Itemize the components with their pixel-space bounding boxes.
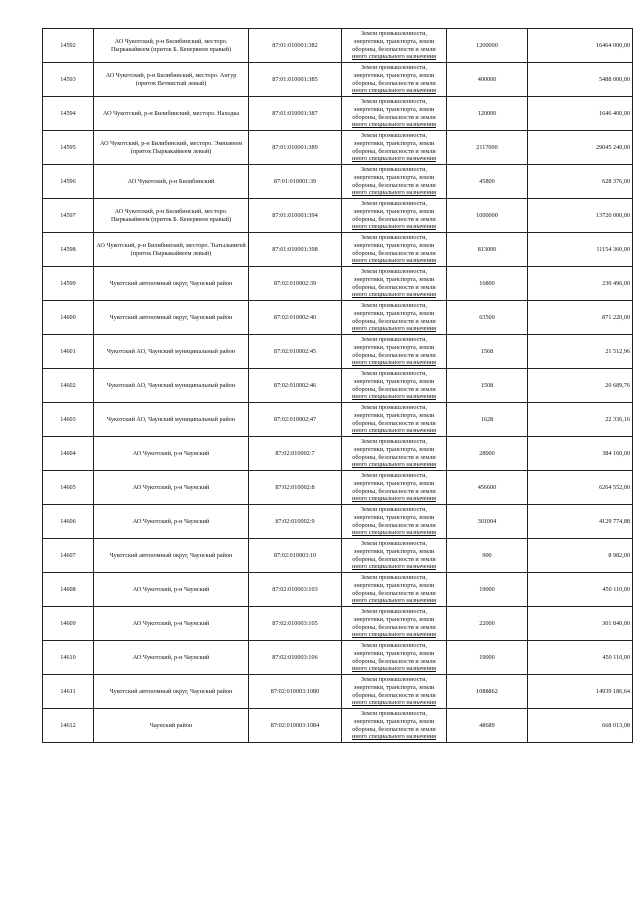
land-category-line: энергетики, транспорта, земли — [353, 717, 435, 725]
row-number-cell: 14603 — [43, 403, 94, 437]
address-cell: АО Чукотский, р-н Билибинский, месторо. Находка — [94, 97, 249, 131]
land-category-line: энергетики, транспорта, земли — [353, 411, 435, 419]
cadastral-number-cell: 87:02:010002:39 — [249, 267, 342, 301]
address-cell: АО Чукотский, р-н Чаунский — [94, 471, 249, 505]
row-number-cell: 14609 — [43, 607, 94, 641]
table-row — [43, 675, 633, 709]
land-category-line: обороны, безопасности и земли — [352, 691, 436, 699]
land-category-line: Земли промышленности, — [361, 403, 427, 411]
cadastral-value-cell: 4129 774,88 — [528, 505, 633, 539]
row-number-cell: 14601 — [43, 335, 94, 369]
cadastral-number-cell: 87:01:010001:385 — [249, 63, 342, 97]
table-row — [43, 437, 633, 471]
row-number-cell: 14610 — [43, 641, 94, 675]
land-category-line: Земли промышленности, — [361, 573, 427, 581]
cadastral-number-cell: 87:02:010003:103 — [249, 573, 342, 607]
land-category-cell — [342, 709, 447, 743]
area-cell: 45800 — [447, 165, 528, 199]
row-number-cell: 14605 — [43, 471, 94, 505]
row-number-cell: 14595 — [43, 131, 94, 165]
land-category-line: обороны, безопасности и земли — [352, 555, 436, 563]
cadastral-number-cell: 87:02:010002:40 — [249, 301, 342, 335]
land-category-line: иного специального назначения — [352, 495, 436, 503]
row-number-cell: 14606 — [43, 505, 94, 539]
cadastral-value-cell: 13720 000,00 — [528, 199, 633, 233]
land-category-line: Земли промышленности, — [361, 131, 427, 139]
row-number-cell: 14604 — [43, 437, 94, 471]
address-cell: АО Чукотский, р-н Билибинский, месторо. Пыркакайвеем (приток Б. Кенервеем правый) — [94, 199, 249, 233]
area-cell: 28000 — [447, 437, 528, 471]
address-cell: АО Чукотский, р-н Билибинский — [94, 165, 249, 199]
land-category-line: обороны, безопасности и земли — [352, 487, 436, 495]
area-cell: 400000 — [447, 63, 528, 97]
land-category-line: иного специального назначения — [352, 393, 436, 401]
land-category-line: иного специального назначения — [352, 359, 436, 367]
area-cell: 19000 — [447, 641, 528, 675]
land-category-line: иного специального назначения — [352, 325, 436, 333]
land-category-cell — [342, 199, 447, 233]
table-row — [43, 63, 633, 97]
land-category-line: энергетики, транспорта, земли — [353, 547, 435, 555]
address-cell: Чукотский АО, Чаунский муниципальный район — [94, 403, 249, 437]
land-category-line: иного специального назначения — [352, 665, 436, 673]
address-cell: Чукотский автономный округ, Чаунский район — [94, 301, 249, 335]
land-category-line: Земли промышленности, — [361, 165, 427, 173]
cadastral-value-cell: 668 013,08 — [528, 709, 633, 743]
land-category-line: обороны, безопасности и земли — [352, 215, 436, 223]
land-category-cell — [342, 29, 447, 63]
land-category-line: Земли промышленности, — [361, 233, 427, 241]
address-cell: АО Чукотский, р-н Чаунский — [94, 607, 249, 641]
land-category-line: иного специального назначения — [352, 427, 436, 435]
area-cell: 456600 — [447, 471, 528, 505]
area-cell: 22000 — [447, 607, 528, 641]
land-category-cell — [342, 539, 447, 573]
address-cell: Чукотский АО, Чаунский муниципальный район — [94, 335, 249, 369]
table-row — [43, 267, 633, 301]
land-category-cell — [342, 301, 447, 335]
area-cell: 301004 — [447, 505, 528, 539]
address-cell: АО Чукотский, р-н Чаунский — [94, 641, 249, 675]
address-cell: АО Чукотский, р-н Билибинский, месторо. Тытыльвигей (приток Пыркакайвеем левый) — [94, 233, 249, 267]
land-category-line: энергетики, транспорта, земли — [353, 275, 435, 283]
land-category-line: иного специального назначения — [352, 223, 436, 231]
area-cell: 63500 — [447, 301, 528, 335]
land-category-line: иного специального назначения — [352, 563, 436, 571]
land-category-line: иного специального назначения — [352, 257, 436, 265]
cadastral-number-cell: 87:02:010002:7 — [249, 437, 342, 471]
land-category-line: энергетики, транспорта, земли — [353, 649, 435, 657]
land-category-line: Земли промышленности, — [361, 437, 427, 445]
land-category-cell — [342, 63, 447, 97]
land-category-line: Земли промышленности, — [361, 63, 427, 71]
table-row — [43, 369, 633, 403]
land-category-line: энергетики, транспорта, земли — [353, 683, 435, 691]
land-category-line: иного специального назначения — [352, 53, 436, 61]
address-cell: АО Чукотский, р-н Чаунский — [94, 437, 249, 471]
row-number-cell: 14611 — [43, 675, 94, 709]
land-category-line: энергетики, транспорта, земли — [353, 343, 435, 351]
row-number-cell: 14594 — [43, 97, 94, 131]
land-category-line: энергетики, транспорта, земли — [353, 207, 435, 215]
cadastral-number-cell: 87:01:010001:39 — [249, 165, 342, 199]
address-cell: АО Чукотский, р-н Билибинский, месторо. Ангур (приток Ветвистый левый) — [94, 63, 249, 97]
table-row — [43, 709, 633, 743]
land-category-line: иного специального назначения — [352, 699, 436, 707]
table-row — [43, 301, 633, 335]
land-category-line: обороны, безопасности и земли — [352, 385, 436, 393]
table-row — [43, 97, 633, 131]
land-category-line: энергетики, транспорта, земли — [353, 241, 435, 249]
land-category-line: иного специального назначения — [352, 631, 436, 639]
land-category-line: Земли промышленности, — [361, 199, 427, 207]
cadastral-number-cell: 87:02:010003:1084 — [249, 709, 342, 743]
table-row — [43, 403, 633, 437]
cadastral-value-cell: 11154 360,00 — [528, 233, 633, 267]
land-category-line: обороны, безопасности и земли — [352, 521, 436, 529]
cadastral-value-cell: 871 220,00 — [528, 301, 633, 335]
land-category-cell — [342, 335, 447, 369]
land-category-line: обороны, безопасности и земли — [352, 249, 436, 257]
address-cell: АО Чукотский, р-н Билибинский, месторо. Эмнывеем (приток Пыркакайвеем левый) — [94, 131, 249, 165]
land-category-line: иного специального назначения — [352, 121, 436, 129]
cadastral-value-cell: 14939 186,64 — [528, 675, 633, 709]
land-category-line: энергетики, транспорта, земли — [353, 445, 435, 453]
land-category-cell — [342, 471, 447, 505]
land-category-line: иного специального назначения — [352, 461, 436, 469]
cadastral-value-cell: 384 160,00 — [528, 437, 633, 471]
land-category-line: Земли промышленности, — [361, 607, 427, 615]
table-row — [43, 29, 633, 63]
land-category-line: энергетики, транспорта, земли — [353, 139, 435, 147]
cadastral-number-cell: 87:01:010001:398 — [249, 233, 342, 267]
land-category-line: Земли промышленности, — [361, 29, 427, 37]
cadastral-value-cell: 6264 552,00 — [528, 471, 633, 505]
cadastral-number-cell: 87:02:010003:105 — [249, 607, 342, 641]
land-category-line: Земли промышленности, — [361, 641, 427, 649]
table-row — [43, 641, 633, 675]
area-cell: 1568 — [447, 335, 528, 369]
land-category-line: Земли промышленности, — [361, 675, 427, 683]
table-body — [43, 29, 633, 743]
row-number-cell: 14600 — [43, 301, 94, 335]
land-category-line: обороны, безопасности и земли — [352, 623, 436, 631]
address-cell: АО Чукотский, р-н Чаунский — [94, 505, 249, 539]
cadastral-number-cell: 87:01:010001:382 — [249, 29, 342, 63]
cadastral-value-cell: 22 336,16 — [528, 403, 633, 437]
land-category-cell — [342, 675, 447, 709]
cadastral-value-cell: 8 982,00 — [528, 539, 633, 573]
land-category-line: энергетики, транспорта, земли — [353, 173, 435, 181]
table-row — [43, 471, 633, 505]
land-category-line: обороны, безопасности и земли — [352, 725, 436, 733]
land-category-line: энергетики, транспорта, земли — [353, 71, 435, 79]
cadastral-value-cell: 301 840,00 — [528, 607, 633, 641]
cadastral-number-cell: 87:01:010001:387 — [249, 97, 342, 131]
address-cell: Чукотский АО, Чаунский муниципальный район — [94, 369, 249, 403]
land-category-line: обороны, безопасности и земли — [352, 589, 436, 597]
table-row — [43, 505, 633, 539]
land-category-cell — [342, 165, 447, 199]
land-category-line: энергетики, транспорта, земли — [353, 105, 435, 113]
row-number-cell: 14598 — [43, 233, 94, 267]
cadastral-number-cell: 87:02:010002:8 — [249, 471, 342, 505]
land-category-line: иного специального назначения — [352, 155, 436, 163]
area-cell: 1508 — [447, 369, 528, 403]
land-category-line: обороны, безопасности и земли — [352, 351, 436, 359]
area-cell: 1200000 — [447, 29, 528, 63]
cadastral-number-cell: 87:02:010003:1080 — [249, 675, 342, 709]
table-row — [43, 607, 633, 641]
cadastral-value-cell: 21 512,96 — [528, 335, 633, 369]
area-cell: 1000000 — [447, 199, 528, 233]
cadastral-value-cell: 16464 000,00 — [528, 29, 633, 63]
area-cell: 900 — [447, 539, 528, 573]
row-number-cell: 14596 — [43, 165, 94, 199]
cadastral-value-cell: 29045 240,00 — [528, 131, 633, 165]
address-cell: Чукотский автономный округ, Чаунский район — [94, 267, 249, 301]
land-category-line: энергетики, транспорта, земли — [353, 479, 435, 487]
row-number-cell: 14602 — [43, 369, 94, 403]
land-category-cell — [342, 97, 447, 131]
land-category-line: обороны, безопасности и земли — [352, 453, 436, 461]
land-category-line: обороны, безопасности и земли — [352, 147, 436, 155]
table-row — [43, 233, 633, 267]
area-cell: 1088862 — [447, 675, 528, 709]
cadastral-number-cell: 87:02:010002:47 — [249, 403, 342, 437]
table-row — [43, 165, 633, 199]
land-category-line: обороны, безопасности и земли — [352, 45, 436, 53]
document-page — [42, 28, 630, 743]
row-number-cell: 14599 — [43, 267, 94, 301]
land-category-line: иного специального назначения — [352, 733, 436, 741]
row-number-cell: 14593 — [43, 63, 94, 97]
cadastral-number-cell: 87:02:010002:45 — [249, 335, 342, 369]
row-number-cell: 14608 — [43, 573, 94, 607]
land-category-line: Земли промышленности, — [361, 505, 427, 513]
area-cell: 2117000 — [447, 131, 528, 165]
land-category-line: иного специального назначения — [352, 87, 436, 95]
land-category-cell — [342, 369, 447, 403]
table-row — [43, 573, 633, 607]
row-number-cell: 14592 — [43, 29, 94, 63]
cadastral-value-cell: 628 376,00 — [528, 165, 633, 199]
area-cell: 813000 — [447, 233, 528, 267]
row-number-cell: 14597 — [43, 199, 94, 233]
land-category-cell — [342, 267, 447, 301]
land-category-line: энергетики, транспорта, земли — [353, 309, 435, 317]
cadastral-number-cell: 87:02:010003:106 — [249, 641, 342, 675]
land-category-line: иного специального назначения — [352, 529, 436, 537]
area-cell: 1628 — [447, 403, 528, 437]
row-number-cell: 14612 — [43, 709, 94, 743]
land-category-line: энергетики, транспорта, земли — [353, 513, 435, 521]
land-category-cell — [342, 505, 447, 539]
land-category-line: энергетики, транспорта, земли — [353, 37, 435, 45]
land-category-line: Земли промышленности, — [361, 335, 427, 343]
land-category-line: обороны, безопасности и земли — [352, 113, 436, 121]
area-cell: 16800 — [447, 267, 528, 301]
land-category-cell — [342, 641, 447, 675]
land-category-line: Земли промышленности, — [361, 97, 427, 105]
land-category-line: Земли промышленности, — [361, 369, 427, 377]
land-category-line: Земли промышленности, — [361, 267, 427, 275]
land-category-line: энергетики, транспорта, земли — [353, 581, 435, 589]
address-cell: АО Чукотский, р-н Чаунский — [94, 573, 249, 607]
cadastral-value-cell: 5488 000,00 — [528, 63, 633, 97]
land-category-line: обороны, безопасности и земли — [352, 657, 436, 665]
address-cell: Чаунский район — [94, 709, 249, 743]
address-cell: Чукотский автономный округ, Чаунский район — [94, 675, 249, 709]
cadastral-value-cell: 450 110,00 — [528, 641, 633, 675]
cadastral-number-cell: 87:02:010002:9 — [249, 505, 342, 539]
land-category-line: энергетики, транспорта, земли — [353, 377, 435, 385]
area-cell: 19000 — [447, 573, 528, 607]
table-row — [43, 539, 633, 573]
cadastral-value-table — [42, 28, 633, 743]
address-cell: Чукотский автономный округ, Чаунский район — [94, 539, 249, 573]
land-category-line: Земли промышленности, — [361, 471, 427, 479]
land-category-line: энергетики, транспорта, земли — [353, 615, 435, 623]
area-cell: 48689 — [447, 709, 528, 743]
cadastral-number-cell: 87:01:010001:389 — [249, 131, 342, 165]
area-cell: 120000 — [447, 97, 528, 131]
land-category-cell — [342, 573, 447, 607]
cadastral-value-cell: 450 110,00 — [528, 573, 633, 607]
cadastral-value-cell: 230 496,00 — [528, 267, 633, 301]
table-row — [43, 335, 633, 369]
cadastral-value-cell: 20 689,76 — [528, 369, 633, 403]
row-number-cell: 14607 — [43, 539, 94, 573]
land-category-line: иного специального назначения — [352, 189, 436, 197]
land-category-line: обороны, безопасности и земли — [352, 419, 436, 427]
cadastral-value-cell: 1646 400,00 — [528, 97, 633, 131]
land-category-line: иного специального назначения — [352, 291, 436, 299]
land-category-cell — [342, 233, 447, 267]
land-category-line: обороны, безопасности и земли — [352, 79, 436, 87]
cadastral-number-cell: 87:02:010003:10 — [249, 539, 342, 573]
cadastral-number-cell: 87:01:010001:394 — [249, 199, 342, 233]
address-cell: АО Чукотский, р-н Билибинский, месторо. Пыркакайвеем (приток Б. Кенервеем правый) — [94, 29, 249, 63]
land-category-line: иного специального назначения — [352, 597, 436, 605]
land-category-cell — [342, 437, 447, 471]
cadastral-number-cell: 87:02:010002:46 — [249, 369, 342, 403]
land-category-line: Земли промышленности, — [361, 709, 427, 717]
land-category-line: обороны, безопасности и земли — [352, 181, 436, 189]
table-row — [43, 131, 633, 165]
land-category-line: Земли промышленности, — [361, 301, 427, 309]
land-category-line: Земли промышленности, — [361, 539, 427, 547]
land-category-cell — [342, 403, 447, 437]
table-row — [43, 199, 633, 233]
land-category-line: обороны, безопасности и земли — [352, 283, 436, 291]
land-category-cell — [342, 131, 447, 165]
land-category-line: обороны, безопасности и земли — [352, 317, 436, 325]
land-category-cell — [342, 607, 447, 641]
